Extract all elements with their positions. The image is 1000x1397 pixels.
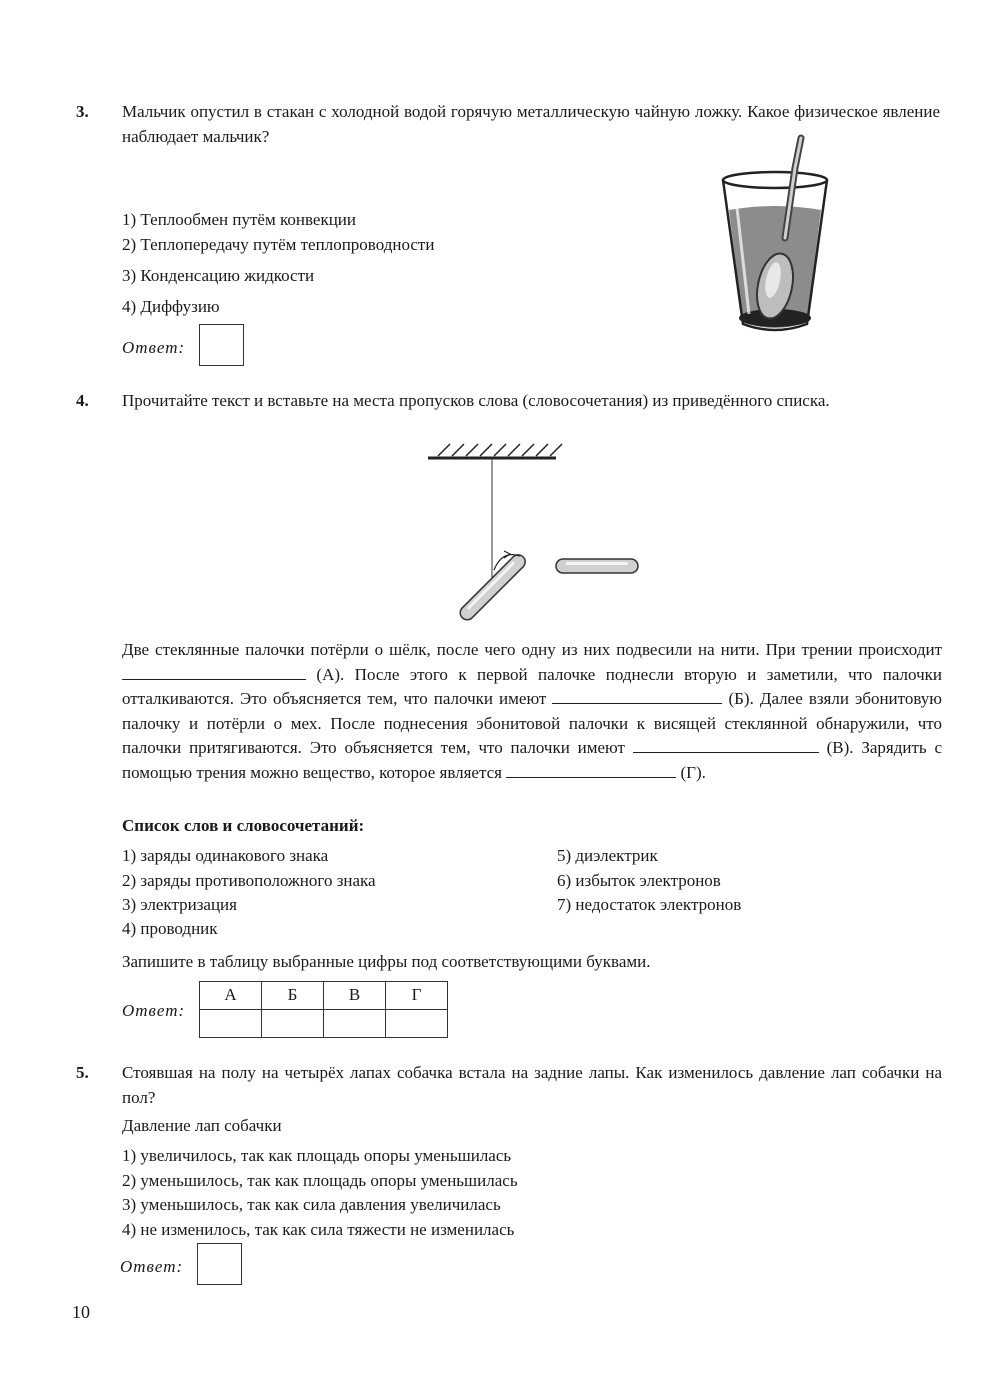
blank-c[interactable] — [633, 736, 819, 753]
q5-option-3: 3) уменьшилось, так как сила давления увеличилась — [122, 1195, 501, 1214]
q4-intro: Прочитайте текст и вставьте на места пропусков слова (словосочетания) из приведённого списка. — [122, 391, 830, 410]
answer-cell-v[interactable] — [324, 1010, 386, 1038]
answer-header-g: Г — [386, 982, 448, 1010]
passage-part-b: (Б). Далее взяли эбонитовую палочку и потёрли о мех. После поднесения эбонитовой палочки к висящей стеклянной обнаружили, что палочки притягиваются. Это объясняется тем, что палочки имеют — [122, 689, 943, 757]
answer-cell-g[interactable] — [386, 1010, 448, 1038]
q3-option-4: 4) Диффузию — [122, 297, 220, 316]
answer-header-a: А — [200, 982, 262, 1010]
q4-instruction: Запишите в таблицу выбранные цифры под соответствующими буквами. — [122, 952, 651, 971]
blank-a[interactable] — [122, 663, 306, 680]
q4-list-item-7: 7) недостаток электронов — [557, 895, 742, 914]
q3-text: Мальчик опустил в стакан с холодной водой горячую металлическую чайную ложку. Какое физическое явление наблюдает мальчик? — [122, 102, 940, 146]
q4-passage — [122, 638, 942, 785]
q5-answer-label: Ответ: — [120, 1257, 184, 1276]
passage-part-a: (А). После этого к первой палочке поднесли вторую и заметили, что палочки отталкиваются. Это объясняется тем, что палочки имеют — [122, 664, 943, 708]
answer-cell-a[interactable] — [200, 1010, 262, 1038]
q3-number: 3. — [76, 102, 89, 121]
q5-option-1: 1) увеличилось, так как площадь опоры уменьшилась — [122, 1146, 512, 1165]
passage-part-1: Две стеклянные палочки потёрли о шёлк, после чего одну из них подвесили на нити. При трении происходит — [122, 640, 942, 659]
blank-d[interactable] — [506, 761, 676, 778]
q4-number: 4. — [76, 391, 89, 410]
q4-answer-table — [199, 981, 448, 1038]
q5-stem: Давление лап собачки — [122, 1116, 282, 1135]
q4-list-item-3: 3) электризация — [122, 895, 237, 914]
glass-with-spoon-illustration — [715, 128, 835, 338]
q3-option-2: 2) Теплопередачу путём теплопроводности — [122, 235, 435, 254]
q4-list-item-5: 5) диэлектрик — [557, 846, 658, 865]
q3-answer-label: Ответ: — [122, 338, 186, 357]
blank-b[interactable] — [552, 687, 722, 704]
page-number: 10 — [72, 1302, 90, 1322]
q4-list-item-6: 6) избыток электронов — [557, 871, 721, 890]
answer-header-v: В — [324, 982, 386, 1010]
passage-part-d: (Г). — [680, 762, 706, 782]
q3-answer-box[interactable] — [199, 324, 244, 366]
q4-answer-label: Ответ: — [122, 1001, 186, 1020]
answer-header-b: Б — [262, 982, 324, 1010]
q5-option-2: 2) уменьшилось, так как площадь опоры уменьшилась — [122, 1171, 518, 1190]
q4-list-item-4: 4) проводник — [122, 919, 218, 938]
q5-option-4: 4) не изменилось, так как сила тяжести не изменилась — [122, 1220, 515, 1239]
q5-text: Стоявшая на полу на четырёх лапах собачка встала на задние лапы. Как изменилось давление лап собачки на пол? — [122, 1063, 942, 1107]
q5-number: 5. — [76, 1063, 89, 1082]
q4-list-title: Список слов и словосочетаний: — [122, 816, 365, 835]
passage-part-c: (В). Зарядить с помощью трения можно вещество, которое является — [122, 738, 943, 782]
q3-option-3: 3) Конденсацию жидкости — [122, 266, 315, 285]
charged-rods-illustration — [420, 440, 650, 630]
q3-option-1: 1) Теплообмен путём конвекции — [122, 210, 357, 229]
q5-answer-box[interactable] — [197, 1243, 242, 1285]
q4-list-item-1: 1) заряды одинакового знака — [122, 846, 329, 865]
q4-list-item-2: 2) заряды противоположного знака — [122, 871, 376, 890]
answer-cell-b[interactable] — [262, 1010, 324, 1038]
